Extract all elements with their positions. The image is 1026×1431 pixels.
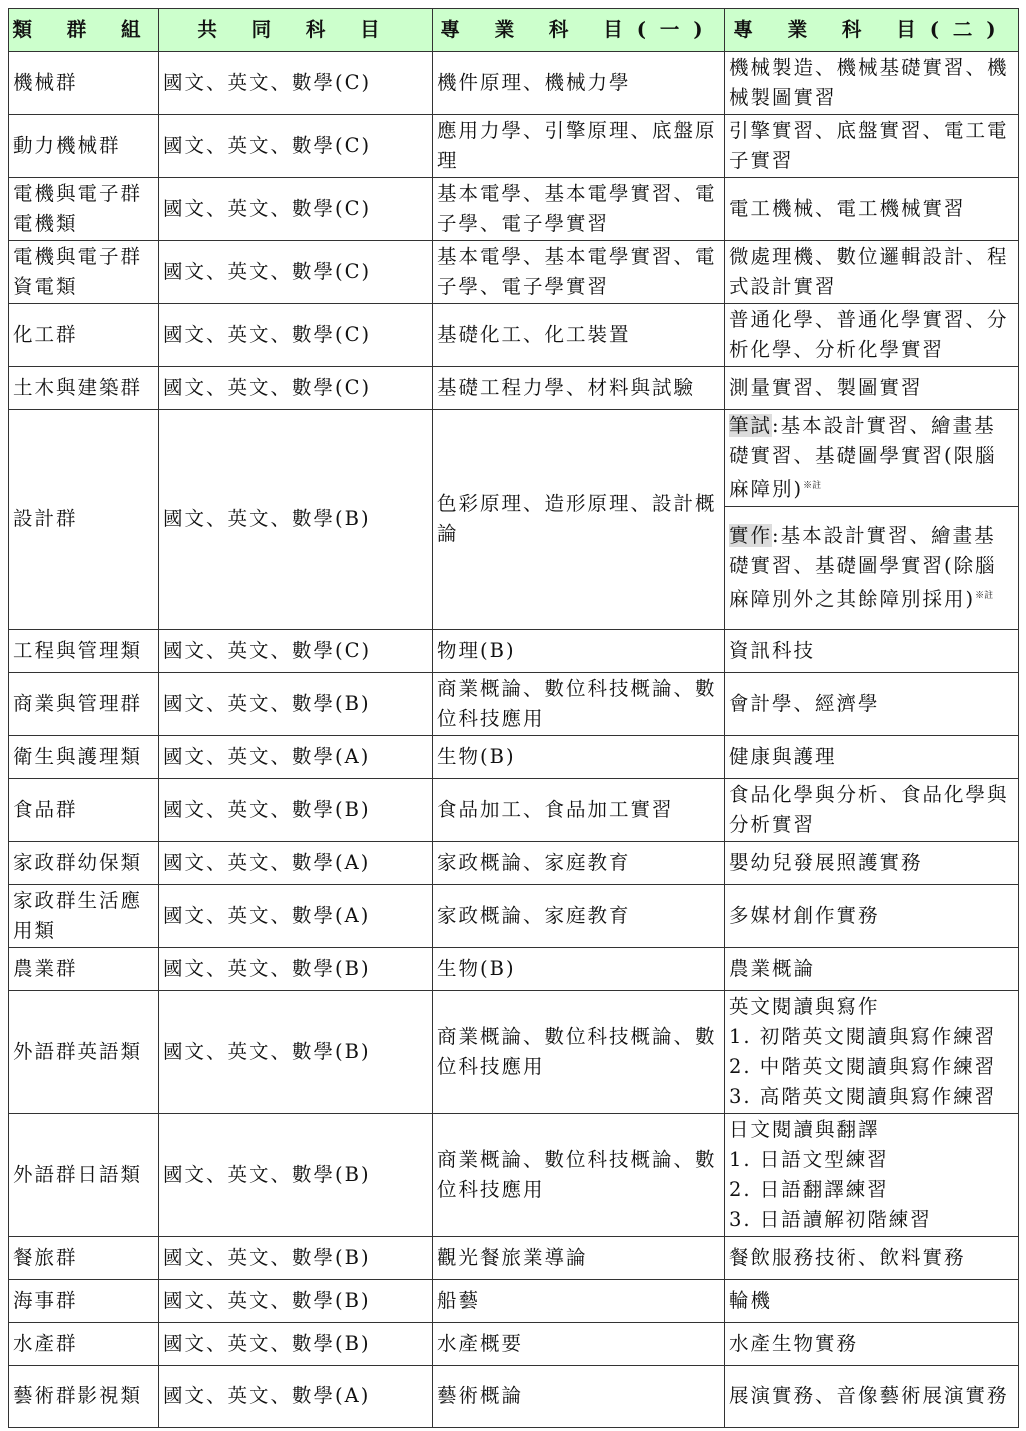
table-row	[9, 304, 1019, 367]
subject1-cell: 基礎工程力學、材料與試驗	[433, 367, 725, 410]
subject1-cell: 機件原理、機械力學	[433, 52, 725, 115]
subject1-cell: 商業概論、數位科技概論、數位科技應用	[433, 990, 725, 1113]
table-row	[9, 1279, 1019, 1322]
group-cell: 水產群	[9, 1322, 159, 1365]
practical-exam-text: :基本設計實習、繪畫基礎實習、基礎圖學實習(除腦麻障別外之其餘障別採用)	[729, 523, 997, 611]
subject2-written-cell	[725, 410, 1019, 507]
subject1-cell: 家政概論、家庭教育	[433, 884, 725, 947]
list-item: 3. 日語讀解初階練習	[729, 1207, 932, 1231]
footnote-mark: ※註	[803, 481, 822, 491]
common-cell: 國文、英文、數學(B)	[159, 947, 433, 990]
subject1-cell: 船藝	[433, 1279, 725, 1322]
subject2-cell: 微處理機、數位邏輯設計、程式設計實習	[725, 241, 1019, 304]
group-cell: 家政群生活應用類	[9, 884, 159, 947]
subject-table-container	[8, 8, 1018, 1428]
common-cell: 國文、英文、數學(A)	[159, 884, 433, 947]
common-cell: 國文、英文、數學(A)	[159, 735, 433, 778]
table-row	[9, 884, 1019, 947]
subject2-cell: 食品化學與分析、食品化學與分析實習	[725, 778, 1019, 841]
common-cell: 國文、英文、數學(C)	[159, 241, 433, 304]
subject1-cell: 色彩原理、造形原理、設計概論	[433, 410, 725, 630]
list-item: 1. 日語文型練習	[729, 1147, 889, 1171]
common-cell: 國文、英文、數學(B)	[159, 1322, 433, 1365]
subject2-cell: 電工機械、電工機械實習	[725, 178, 1019, 241]
group-cell: 土木與建築群	[9, 367, 159, 410]
table-row	[9, 990, 1019, 1113]
table-row	[9, 778, 1019, 841]
table-row	[9, 947, 1019, 990]
subject2-cell: 展演實務、音像藝術展演實務	[725, 1365, 1019, 1427]
common-cell: 國文、英文、數學(C)	[159, 304, 433, 367]
table-row	[9, 629, 1019, 672]
table-row	[9, 1236, 1019, 1279]
subject1-cell: 商業概論、數位科技概論、數位科技應用	[433, 1113, 725, 1236]
group-cell: 農業群	[9, 947, 159, 990]
group-cell: 餐旅群	[9, 1236, 159, 1279]
subject1-cell: 家政概論、家庭教育	[433, 841, 725, 884]
group-cell: 家政群幼保類	[9, 841, 159, 884]
subject1-cell: 基礎化工、化工裝置	[433, 304, 725, 367]
header-row	[9, 9, 1019, 52]
table-row	[9, 241, 1019, 304]
subject2-cell	[725, 1113, 1019, 1236]
common-cell: 國文、英文、數學(C)	[159, 178, 433, 241]
table-row	[9, 1113, 1019, 1236]
group-cell: 化工群	[9, 304, 159, 367]
subject1-cell: 基本電學、基本電學實習、電子學、電子學實習	[433, 241, 725, 304]
subject2-cell: 水產生物實務	[725, 1322, 1019, 1365]
header-subject-2: 專 業 科 目(二)	[725, 9, 1019, 52]
table-row	[9, 735, 1019, 778]
common-cell: 國文、英文、數學(C)	[159, 115, 433, 178]
subject2-cell: 引擎實習、底盤實習、電工電子實習	[725, 115, 1019, 178]
subject2-cell: 會計學、經濟學	[725, 672, 1019, 735]
subject2-cell	[725, 990, 1019, 1113]
subject1-cell: 水產概要	[433, 1322, 725, 1365]
list-item: 3. 高階英文閱讀與寫作練習	[729, 1084, 997, 1108]
table-row	[9, 672, 1019, 735]
group-cell: 外語群日語類	[9, 1113, 159, 1236]
common-cell: 國文、英文、數學(B)	[159, 1279, 433, 1322]
common-cell: 國文、英文、數學(B)	[159, 672, 433, 735]
common-cell: 國文、英文、數學(C)	[159, 52, 433, 115]
table-row	[9, 841, 1019, 884]
subject2-cell: 測量實習、製圖實習	[725, 367, 1019, 410]
subject1-cell: 商業概論、數位科技概論、數位科技應用	[433, 672, 725, 735]
subject1-cell: 物理(B)	[433, 629, 725, 672]
written-exam-tag: 筆試	[729, 414, 773, 437]
list-item: 英文閱讀與寫作	[729, 994, 880, 1018]
subject1-cell: 生物(B)	[433, 947, 725, 990]
common-cell: 國文、英文、數學(B)	[159, 1236, 433, 1279]
subject1-cell: 食品加工、食品加工實習	[433, 778, 725, 841]
subject2-cell: 農業概論	[725, 947, 1019, 990]
group-cell: 動力機械群	[9, 115, 159, 178]
table-row	[9, 367, 1019, 410]
subject2-cell: 多媒材創作實務	[725, 884, 1019, 947]
table-row-design	[9, 410, 1019, 507]
list-item: 日文閱讀與翻譯	[729, 1117, 880, 1141]
subject2-cell: 健康與護理	[725, 735, 1019, 778]
subject2-cell: 資訊科技	[725, 629, 1019, 672]
table-row	[9, 52, 1019, 115]
list-item: 1. 初階英文閱讀與寫作練習	[729, 1024, 997, 1048]
table-row	[9, 115, 1019, 178]
subject1-cell: 觀光餐旅業導論	[433, 1236, 725, 1279]
group-cell: 藝術群影視類	[9, 1365, 159, 1427]
group-cell: 衛生與護理類	[9, 735, 159, 778]
group-cell: 工程與管理類	[9, 629, 159, 672]
common-cell: 國文、英文、數學(C)	[159, 629, 433, 672]
table-row	[9, 1322, 1019, 1365]
subject1-cell: 基本電學、基本電學實習、電子學、電子學實習	[433, 178, 725, 241]
subject2-cell: 輪機	[725, 1279, 1019, 1322]
group-cell: 商業與管理群	[9, 672, 159, 735]
common-cell: 國文、英文、數學(B)	[159, 1113, 433, 1236]
common-cell: 國文、英文、數學(C)	[159, 367, 433, 410]
subject2-cell: 機械製造、機械基礎實習、機械製圖實習	[725, 52, 1019, 115]
table-row	[9, 1365, 1019, 1427]
group-cell: 設計群	[9, 410, 159, 630]
subject1-cell: 生物(B)	[433, 735, 725, 778]
common-cell: 國文、英文、數學(A)	[159, 841, 433, 884]
list-item: 2. 日語翻譯練習	[729, 1177, 889, 1201]
subject1-cell: 藝術概論	[433, 1365, 725, 1427]
subject2-cell: 普通化學、普通化學實習、分析化學、分析化學實習	[725, 304, 1019, 367]
common-cell: 國文、英文、數學(B)	[159, 778, 433, 841]
common-cell: 國文、英文、數學(B)	[159, 990, 433, 1113]
common-cell: 國文、英文、數學(B)	[159, 410, 433, 630]
header-subject-1: 專 業 科 目(一)	[433, 9, 725, 52]
subject2-cell: 餐飲服務技術、飲料實務	[725, 1236, 1019, 1279]
subject1-cell: 應用力學、引擎原理、底盤原理	[433, 115, 725, 178]
practical-exam-tag: 實作	[729, 523, 773, 547]
header-common: 共 同 科 目	[159, 9, 433, 52]
table-row	[9, 178, 1019, 241]
group-cell: 電機與電子群資電類	[9, 241, 159, 304]
group-cell: 機械群	[9, 52, 159, 115]
written-exam-text: :基本設計實習、繪畫基礎實習、基礎圖學實習(限腦麻障別)	[729, 414, 997, 501]
exam-subject-table	[8, 8, 1019, 1428]
group-cell: 電機與電子群電機類	[9, 178, 159, 241]
group-cell: 外語群英語類	[9, 990, 159, 1113]
subject2-cell: 嬰幼兒發展照護實務	[725, 841, 1019, 884]
header-group: 類 群 組	[9, 9, 159, 52]
group-cell: 食品群	[9, 778, 159, 841]
common-cell: 國文、英文、數學(A)	[159, 1365, 433, 1427]
list-item: 2. 中階英文閱讀與寫作練習	[729, 1054, 997, 1078]
group-cell: 海事群	[9, 1279, 159, 1322]
footnote-mark: ※註	[975, 590, 994, 601]
subject2-practical-cell	[725, 506, 1019, 629]
